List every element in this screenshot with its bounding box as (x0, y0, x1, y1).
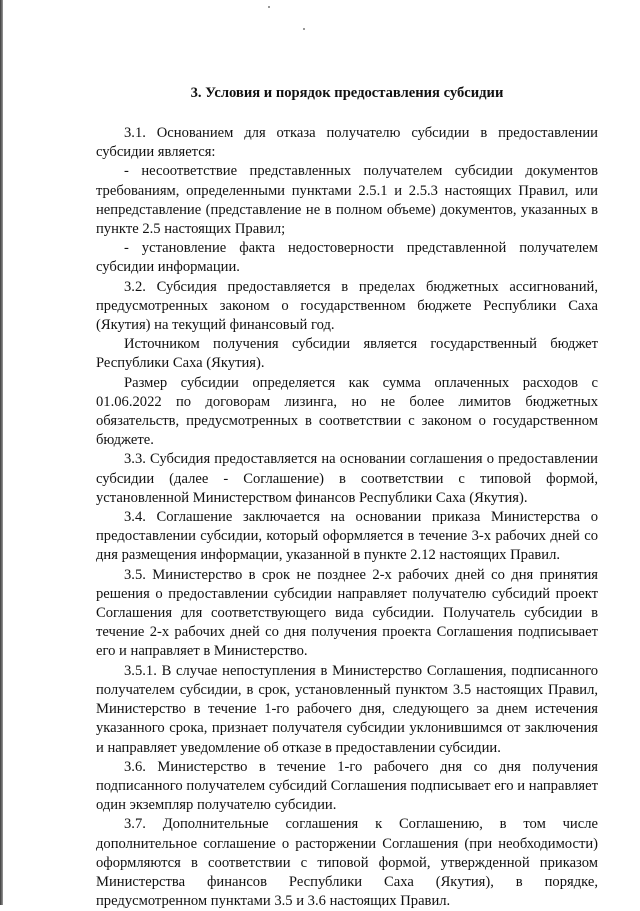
section-heading: 3. Условия и порядок предоставления субсидии (190, 85, 504, 101)
paragraph: Размер субсидии определяется как сумма оплаченных расходов с 01.06.2022 по договорам лизинга, но не более лимитов бюджетных обязательств, предусмотренных в соответствии с законом о государственном бюджете. (96, 374, 598, 449)
document-page (96, 84, 598, 911)
paragraph: 3.1. Основанием для отказа получателю субсидии в предоставлении субсидии является: (96, 125, 598, 161)
paragraph: 3.4. Соглашение заключается на основании приказа Министерства о предоставлении субсидии, который оформляется в течение 3-х рабочих дней со дня размещения информации, указанной в пункте 2.12 настоящих Правил. (96, 509, 598, 564)
paragraph: 3.2. Субсидия предоставляется в пределах бюджетных ассигнований, предусмотренных законом о государственном бюджете Республики Саха (Якутия) на текущий финансовый год. (96, 278, 598, 334)
paragraph: 3.3. Субсидия предоставляется на основании соглашения о предоставлении субсидии (далее - Соглашение) в соответствии с типовой формой, установленной Министерством финансов Республики Саха (Якутия). (96, 451, 598, 506)
paragraph: 3.5.1. В случае непоступления в Министерство Соглашения, подписанного получателем субсидии, в срок, установленный пунктом 3.5 настоящих Правил, Министерство в течение 1-го рабочего дня, следующего за днем истечения указанного срока, признает получателя субсидии уклонившимся от заключения и направляет уведомление об отказе в предоставлении субсидии. (96, 662, 598, 756)
paragraph: 3.6. Министерство в течение 1-го рабочего дня со дня получения подписанного получателем субсидий Соглашения подписывает его и направляет один экземпляр получателю субсидии. (96, 758, 598, 814)
scan-speck (268, 6, 270, 8)
paragraph: - установление факта недостоверности представленной получателем субсидии информации. (96, 240, 598, 276)
paragraph: - несоответствие представленных получателем субсидии документов требованиям, определенными пунктами 2.5.1 и 2.5.3 настоящих Правил, или непредставление (представление не в полном объеме) документов, указанных в пункте 2.5 настоящих Правил; (96, 163, 598, 238)
paragraph: Источником получения субсидии является государственный бюджет Республики Саха (Якутия). (96, 336, 598, 372)
scan-border (0, 0, 3, 905)
paragraph: 3.7. Дополнительные соглашения к Соглашению, в том числе дополнительное соглашение о расторжении Соглашения (при необходимости) оформляются в соответствии с типовой формой, утвержденной приказом Министерства финансов Республики Саха (Якутия), в порядке, предусмотренном пунктами 3.5 и 3.6 настоящих Правил. (96, 816, 598, 910)
scan-speck (303, 28, 305, 30)
paragraph: 3.5. Министерство в срок не позднее 2-х рабочих дней со дня принятия решения о предоставлении субсидии направляет получателю субсидий проект Соглашения для соответствующего вида субсидии. Получатель субсидии в течение 2-х рабочих дней со дня получения проекта Соглашения подписывает его и направляет в Министерство. (96, 566, 598, 660)
